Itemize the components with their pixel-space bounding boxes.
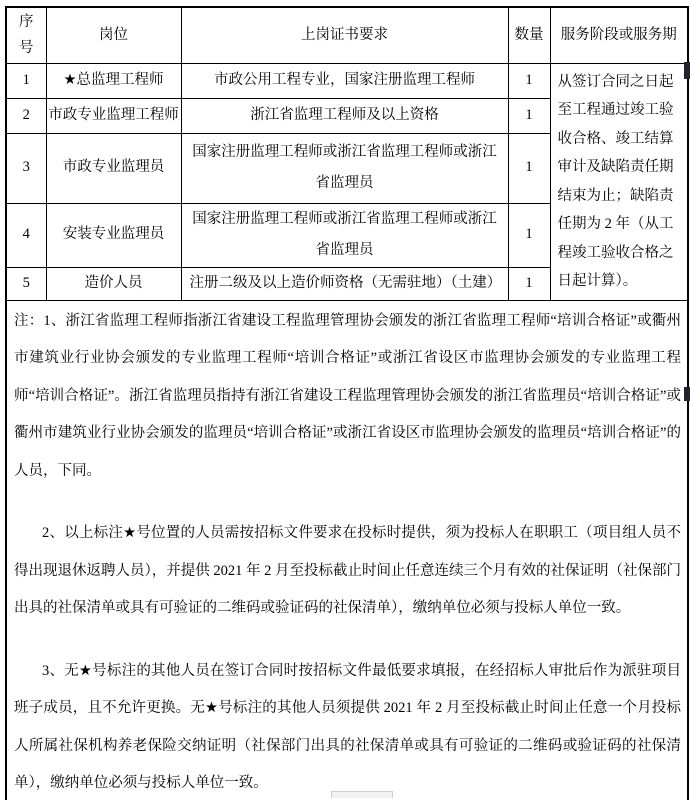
notes-row (6, 300, 688, 800)
cell-requirement: 市政公用工程专业，国家注册监理工程师 (181, 63, 508, 98)
cell-requirement: 注册二级及以上造价师资格（无需驻地）（土建） (181, 267, 508, 300)
bottom-handle (331, 791, 393, 798)
header-seq: 序号 (6, 7, 46, 63)
cell-quantity: 1 (508, 63, 550, 98)
cell-position: 安装专业监理员 (46, 203, 181, 267)
cell-seq: 5 (6, 267, 46, 300)
cell-quantity: 1 (508, 98, 550, 133)
header-service-period: 服务阶段或服务期 (550, 7, 688, 63)
note-2: 2、以上标注★号位置的人员需按招标文件要求在投标时提供，须为投标人在职职工（项目组人员不得出现退休返聘人员），并提供 2021 年 2 月至投标截止时间止任意连续三个月有效的社保证明（社保部门出具的社保清单或具有可验证的二维码或验证码的社保清单），缴纳单位必须与投标人单位一致。 (14, 525, 681, 616)
cell-seq: 2 (6, 98, 46, 133)
cell-quantity: 1 (508, 267, 550, 300)
edge-marker-top (684, 62, 690, 79)
cell-requirement: 国家注册监理工程师或浙江省监理工程师或浙江省监理员 (181, 203, 508, 267)
table-header-row (6, 7, 688, 63)
notes-cell (6, 300, 688, 800)
cell-requirement: 国家注册监理工程师或浙江省监理工程师或浙江省监理员 (181, 133, 508, 203)
table-row (6, 63, 688, 98)
cell-position: 市政专业监理工程师 (46, 98, 181, 133)
cell-position: 造价人员 (46, 267, 181, 300)
cell-position: 市政专业监理员 (46, 133, 181, 203)
edge-marker-middle (684, 387, 690, 401)
note-3: 3、无★号标注的其他人员在签订合同时按招标文件最低要求填报，在经招标人审批后作为派驻项目班子成员，且不允许更换。无★号标注的其他人员须提供 2021 年 2 月至投标截止时间止任意一个月投标人所属社保机构养老保险交纳证明（社保部门出具的社保清单或具有可验证的二维码或验证码的社保清单），缴纳单位必须与投标人单位一致。 (14, 662, 681, 791)
header-requirement: 上岗证书要求 (181, 7, 508, 63)
cell-quantity: 1 (508, 133, 550, 203)
cell-requirement: 浙江省监理工程师及以上资格 (181, 98, 508, 133)
cell-position: ★总监理工程师 (46, 63, 181, 98)
cell-service-period: 从签订合同之日起至工程通过竣工验收合格、竣工结算审计及缺陷责任期结束为止；缺陷责任期为 2 年（从工程竣工验收合格之日起计算）。 (550, 63, 688, 300)
cell-seq: 3 (6, 133, 46, 203)
note-1: 注：1、浙江省监理工程师指浙江省建设工程监理管理协会颁发的浙江省监理工程师“培训合格证”或衢州市建筑业行业协会颁发的专业监理工程师“培训合格证”或浙江省设区市监理协会颁发的专业监理工程师“培训合格证”。浙江省监理员指持有浙江省建设工程监理管理协会颁发的浙江省监理员“培训合格证”或衢州市建筑业行业协会颁发的监理员“培训合格证”或浙江省设区市监理协会颁发的监理员“培训合格证”的人员，下同。 (14, 312, 681, 479)
cell-seq: 4 (6, 203, 46, 267)
requirements-table (5, 6, 689, 800)
cell-quantity: 1 (508, 203, 550, 267)
header-quantity: 数量 (508, 7, 550, 63)
header-position: 岗位 (46, 7, 181, 63)
cell-seq: 1 (6, 63, 46, 98)
